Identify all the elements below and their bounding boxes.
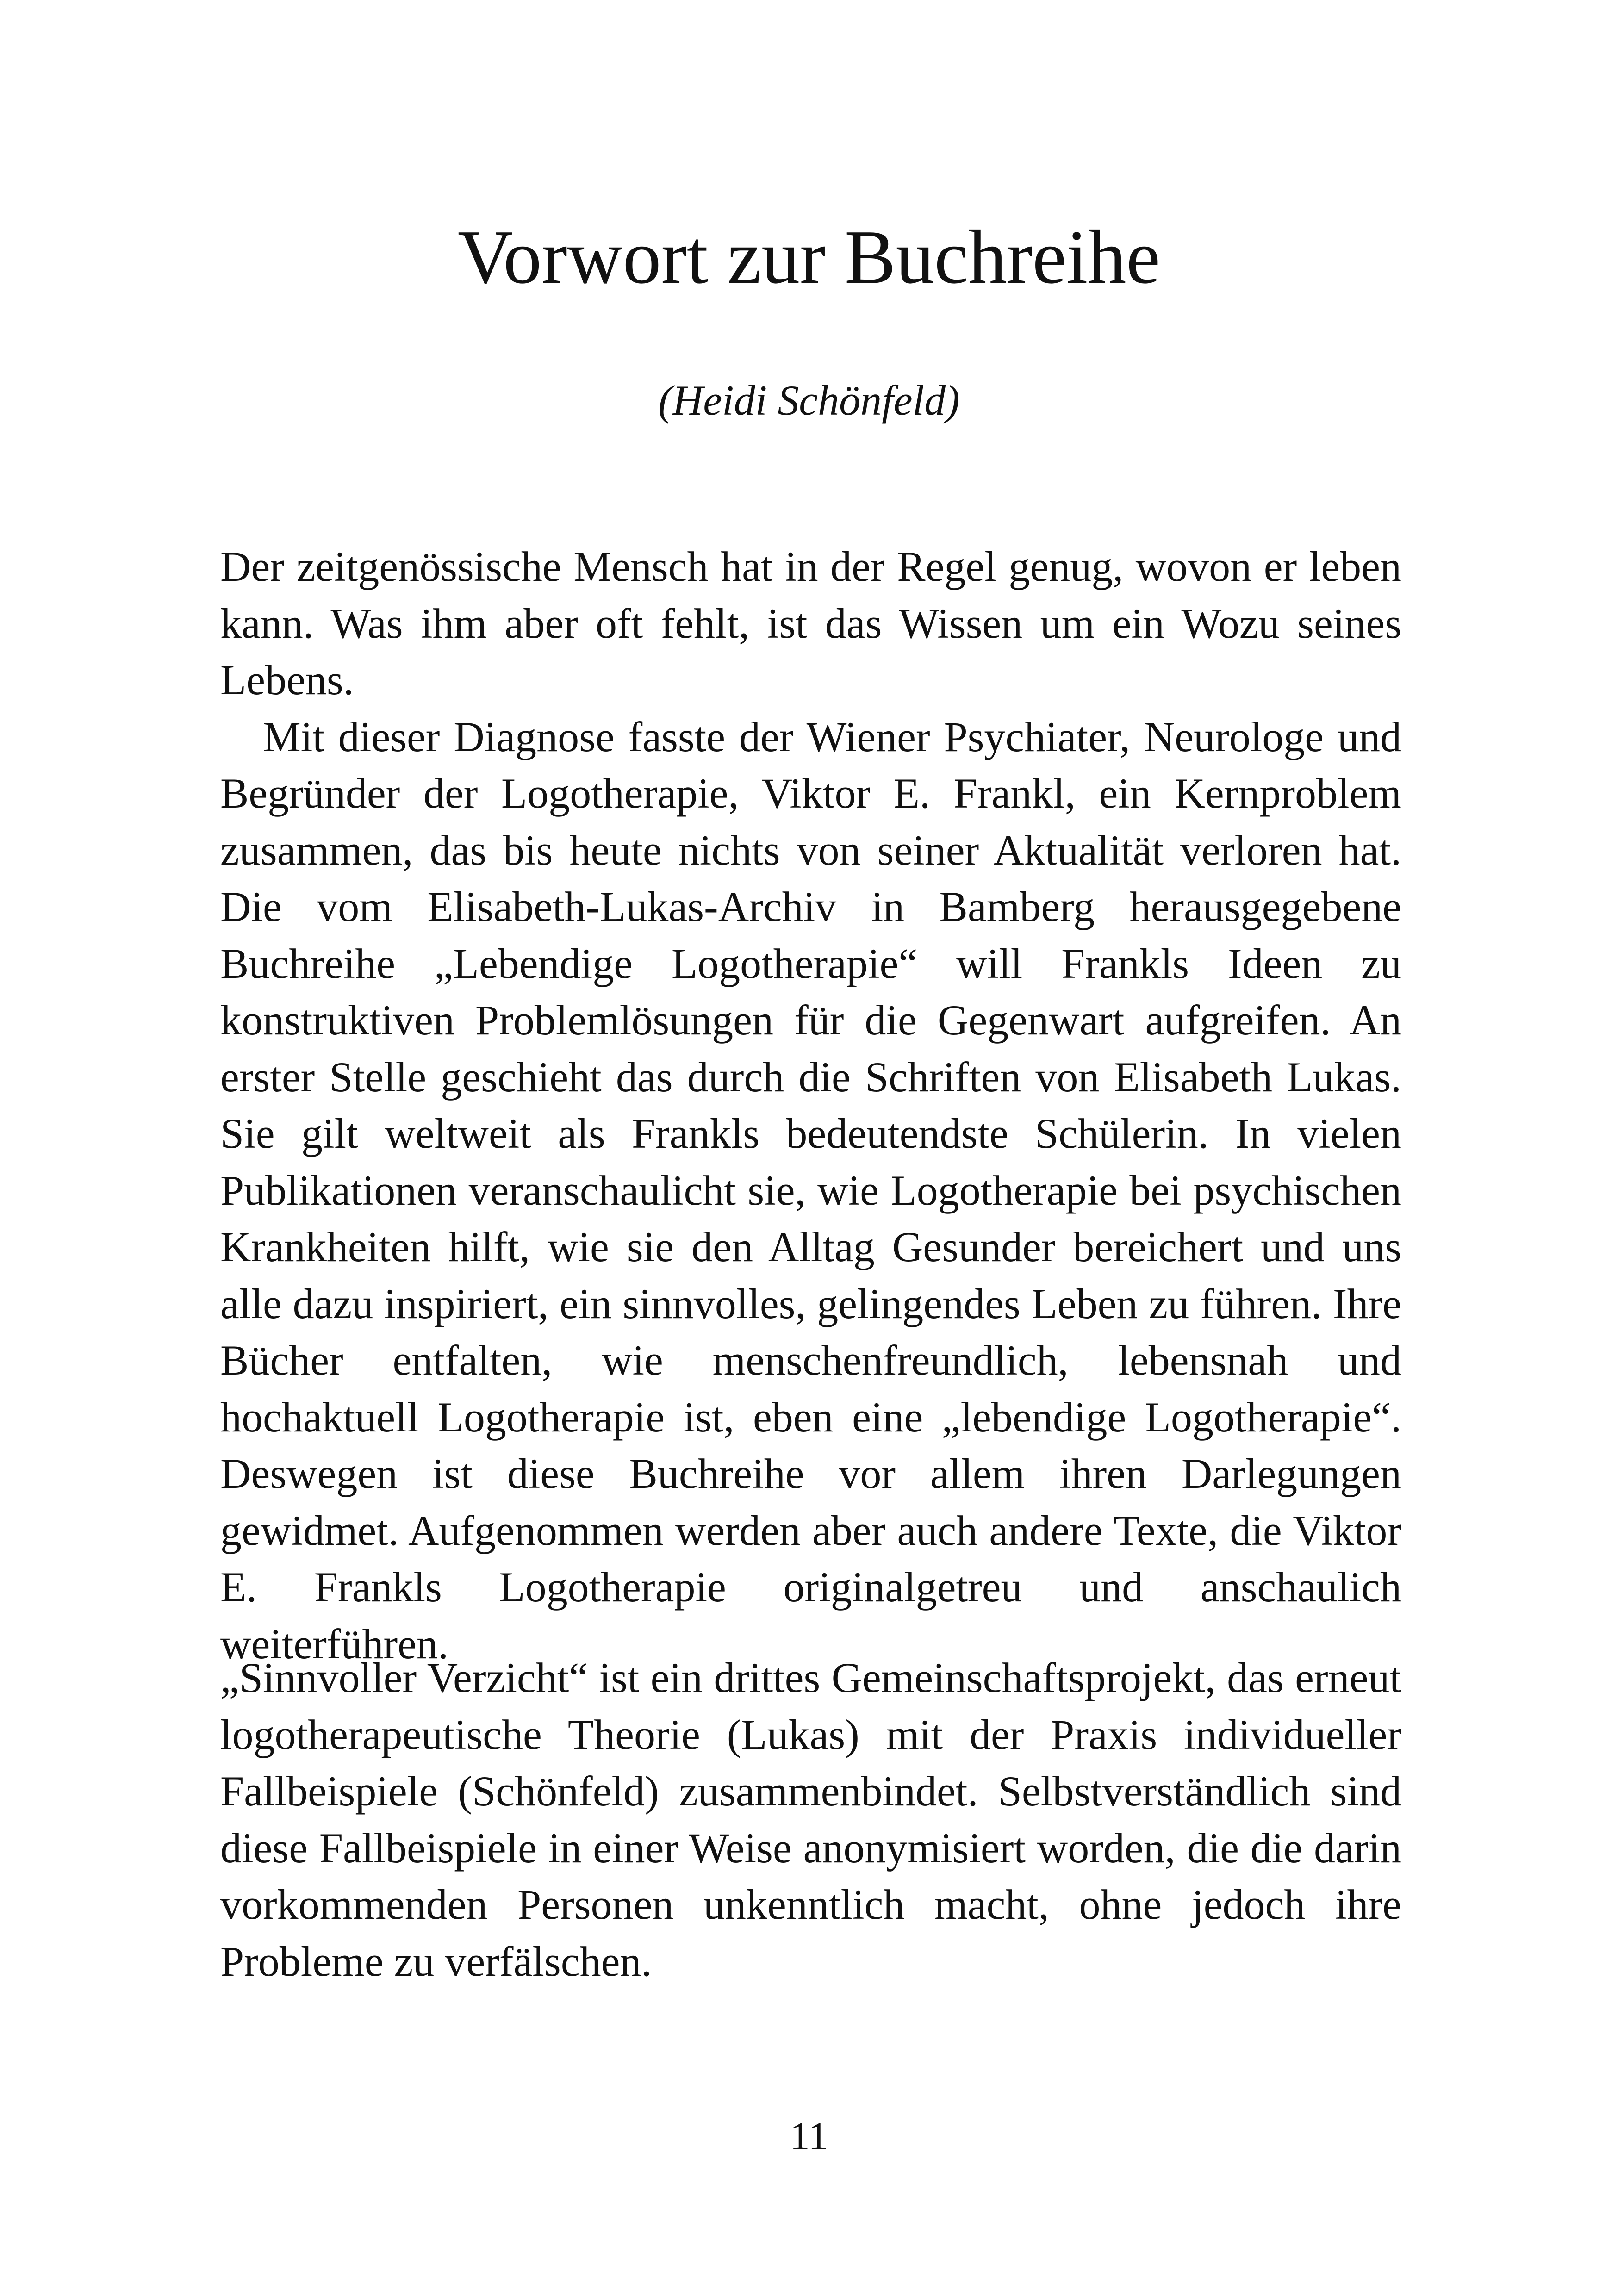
author-line: (Heidi Schönfeld) [658, 377, 960, 424]
body-text-block-2 [220, 1649, 1401, 1990]
page-number: 11 [790, 2114, 828, 2158]
body-text-block-1 [220, 538, 1401, 1672]
paragraph-3: „Sinnvoller Verzicht“ ist ein drittes Gemeinschaftsprojekt, das erneut logotherapeutische Theorie (Lukas) mit der Praxis individueller Fallbeispiele (Schönfeld) zusammenbindet. Selbstverständlich sind diese Fallbeispiele in einer Weise anonymisiert worden, die die darin vorkommenden Personen unkenntlich macht, ohne jedoch ihre Probleme zu verfälschen. [220, 1654, 1401, 1985]
paragraph-2: Mit dieser Diagnose fasste der Wiener Psychiater, Neurologe und Begründer der Logotherapie, Viktor E. Frankl, ein Kernproblem zusammen, das bis heute nichts von seiner Aktualität verloren hat. Die vom Elisabeth-Lukas-Archiv in Bamberg herausgegebene Buchreihe „Lebendige Logotherapie“ will Frankls Ideen zu konstruktiven Problemlösungen für die Gegenwart aufgreifen. An erster Stelle geschieht das durch die Schriften von Elisabeth Lukas. Sie gilt weltweit als Frankls bedeutendste Schülerin. In vielen Publikationen veranschaulicht sie, wie Logotherapie bei psychischen Krankheiten hilft, wie sie den Alltag Gesunder bereichert und uns alle dazu inspiriert, ein sinnvolles, gelingendes Leben zu führen. Ihre Bücher entfalten, wie menschenfreundlich, lebensnah und hochaktuell Logotherapie ist, eben eine „lebendige Logotherapie“. Deswegen ist diese Buchreihe vor allem ihren Darlegungen gewidmet. Aufgenommen werden aber auch andere Texte, die Viktor E. Frankls Logotherapie originalgetreu und anschaulich weiterführen. [220, 713, 1401, 1668]
paragraph-1: Der zeitgenössische Mensch hat in der Regel genug, wovon er leben kann. Was ihm aber oft fehlt, ist das Wissen um ein Wozu seines Lebens. [220, 543, 1401, 703]
page-title: Vorwort zur Buchreihe [457, 214, 1161, 299]
